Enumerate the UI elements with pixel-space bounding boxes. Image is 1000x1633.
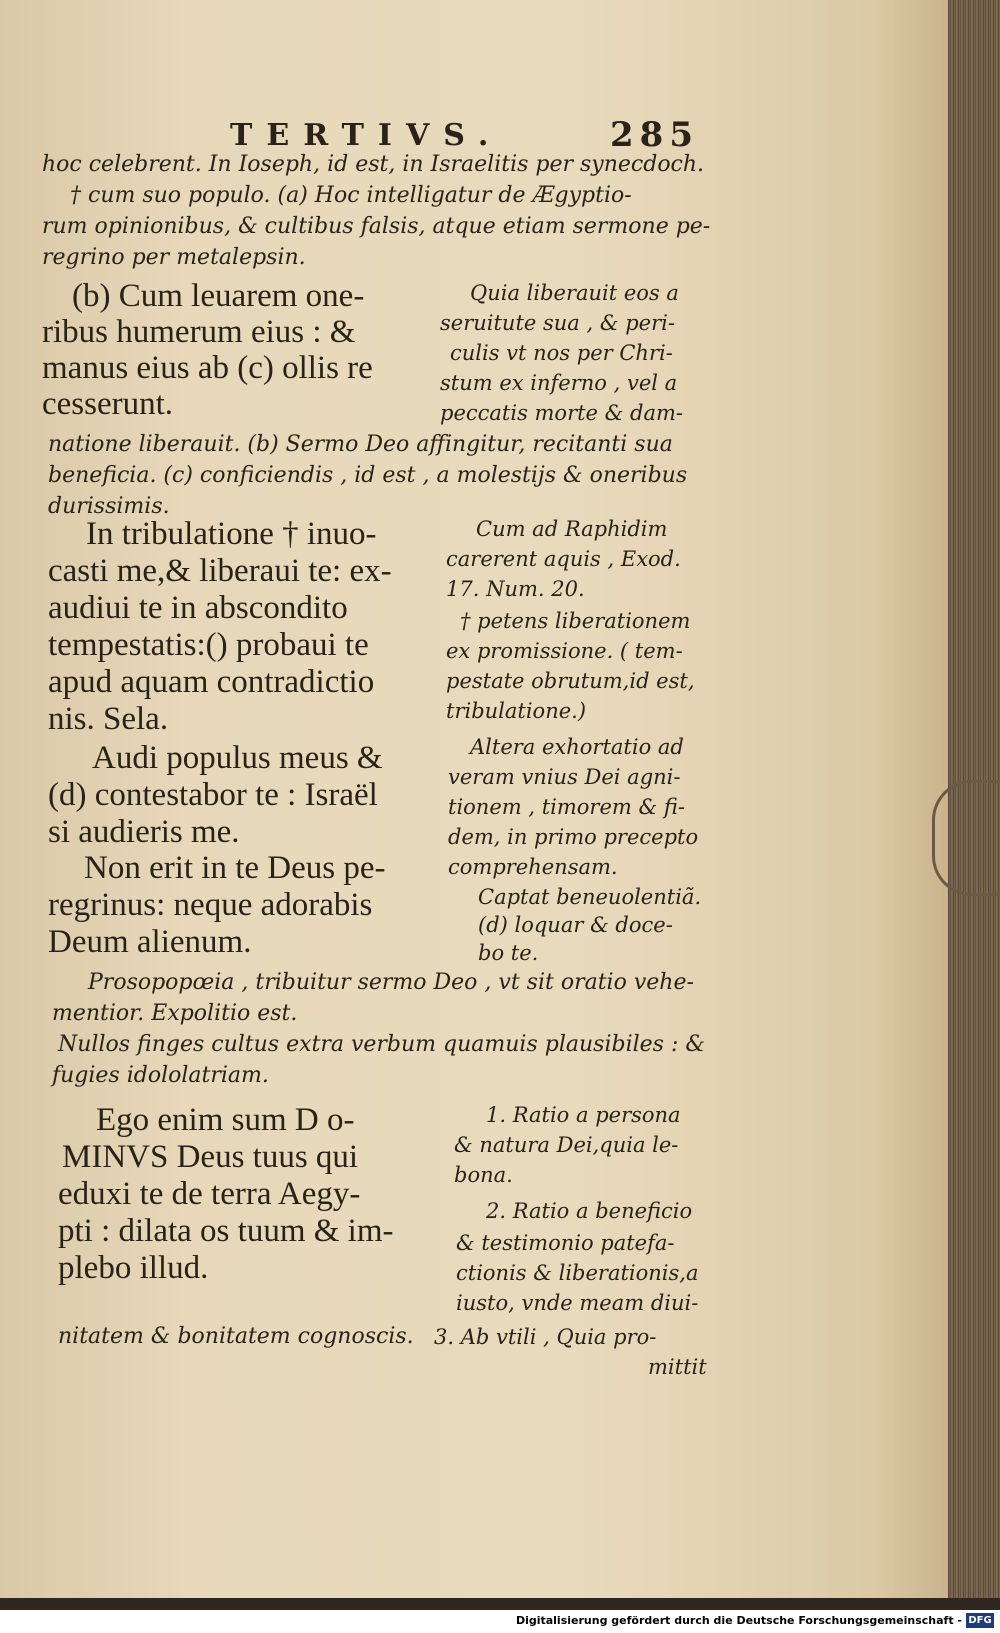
margin-note-line: bo te.: [478, 941, 539, 965]
margin-note-line: Cum ad Raphidim: [476, 517, 668, 541]
verse-line: regrinus: neque adorabis: [48, 887, 373, 923]
margin-note-line: dem, in primo precepto: [448, 825, 699, 849]
verse-line: plebo illud.: [58, 1250, 209, 1286]
verse-line: cesserunt.: [42, 386, 174, 422]
note-line: hoc celebrent. In Ioseph, id est, in Israelitis per synecdoch.: [42, 152, 705, 177]
margin-note-line: tionem , timorem & fi-: [448, 795, 685, 819]
note-line: Nullos finges cultus extra verbum quamuis plausibiles : &: [58, 1032, 705, 1057]
verse-line: (d) contestabor te : Israël: [48, 777, 378, 813]
margin-note-line: veram vnius Dei agni-: [448, 765, 681, 789]
margin-note-line: pestate obrutum,id est,: [446, 669, 695, 693]
margin-note-line: seruitute sua , & peri-: [440, 311, 675, 335]
verse-line: (b) Cum leuarem one-: [72, 278, 365, 314]
note-line: rum opinionibus, & cultibus falsis, atque etiam sermone pe-: [42, 214, 711, 239]
verse-line: Audi populus meus &: [92, 740, 383, 776]
verse-line: nis. Sela.: [48, 701, 169, 737]
book-clasp: [932, 780, 1000, 896]
margin-note-line: & testimonio patefa-: [456, 1231, 675, 1255]
margin-note-line: Quia liberauit eos a: [470, 281, 679, 305]
margin-note-line: stum ex inferno , vel a: [440, 371, 678, 395]
note-line: nitatem & bonitatem cognoscis.: [58, 1324, 414, 1349]
verse-line: tempestatis:() probaui te: [48, 627, 369, 663]
margin-note-line: (d) loquar & doce-: [478, 913, 673, 937]
verse-line: audiui te in abscondito: [48, 590, 348, 626]
margin-note-line: mittit: [648, 1355, 707, 1379]
verse-line: manus eius ab (c) ollis re: [42, 350, 373, 386]
verse-line: si audieris me.: [48, 814, 240, 850]
note-line: † cum suo populo. (a) Hoc intelligatur de Ægyptio-: [70, 183, 632, 208]
note-line: regrino per metalepsin.: [42, 245, 306, 270]
page-number: 285: [610, 115, 699, 155]
margin-note-line: † petens liberationem: [460, 609, 691, 633]
margin-note-line: comprehensam.: [448, 855, 618, 879]
book-bottom-edge: [0, 1598, 1000, 1610]
funding-credit: Digitalisierung gefördert durch die Deutsche Forschungsgemeinschaft -: [515, 1614, 962, 1627]
margin-note-line: & natura Dei,quia le-: [454, 1133, 679, 1157]
verse-line: Non erit in te Deus pe-: [84, 850, 386, 886]
verse-line: casti me,& liberaui te: ex-: [48, 553, 392, 589]
margin-note-line: bona.: [454, 1163, 513, 1187]
margin-note-line: 3. Ab vtili , Quia pro-: [434, 1325, 657, 1349]
note-line: natione liberauit. (b) Sermo Deo affingitur, recitanti sua: [48, 432, 673, 457]
margin-note-line: carerent aquis , Exod.: [446, 547, 681, 571]
footer-bar: [0, 1610, 1000, 1633]
margin-note-line: Captat beneuolentiã.: [478, 885, 702, 909]
verse-line: In tribulatione † inuo-: [86, 516, 377, 552]
margin-note-line: 2. Ratio a beneficio: [486, 1199, 693, 1223]
verse-line: apud aquam contradictio: [48, 664, 375, 700]
margin-note-line: 1. Ratio a persona: [486, 1103, 681, 1127]
verse-line: Deum alienum.: [48, 924, 252, 960]
margin-note-line: tribulatione.): [446, 699, 587, 723]
verse-line: Ego enim sum D o-: [96, 1102, 355, 1138]
verse-line: eduxi te de terra Aegy-: [58, 1176, 361, 1212]
margin-note-line: 17. Num. 20.: [446, 577, 585, 601]
margin-note-line: peccatis morte & dam-: [440, 401, 683, 425]
verse-line: pti : dilata os tuum & im-: [58, 1213, 394, 1249]
note-line: Prosopopœia , tribuitur sermo Deo , vt sit oratio vehe-: [88, 970, 694, 995]
verse-line: MINVS Deus tuus qui: [62, 1139, 359, 1175]
margin-note-line: ctionis & liberationis,a: [456, 1261, 699, 1285]
margin-note-line: culis vt nos per Chri-: [450, 341, 673, 365]
margin-note-line: iusto, vnde meam diui-: [456, 1291, 699, 1315]
note-line: durissimis.: [48, 494, 170, 519]
note-line: beneficia. (c) conficiendis , id est , a molestijs & oneribus: [48, 463, 688, 488]
margin-note-line: ex promissione. ( tem-: [446, 639, 683, 663]
note-line: fugies idololatriam.: [52, 1063, 269, 1088]
verse-line: ribus humerum eius : &: [42, 314, 356, 350]
running-title: TERTIVS.: [230, 118, 503, 153]
margin-note-line: Altera exhortatio ad: [470, 735, 684, 759]
note-line: mentior. Expolitio est.: [52, 1001, 298, 1026]
dfg-logo: DFG: [966, 1613, 994, 1628]
